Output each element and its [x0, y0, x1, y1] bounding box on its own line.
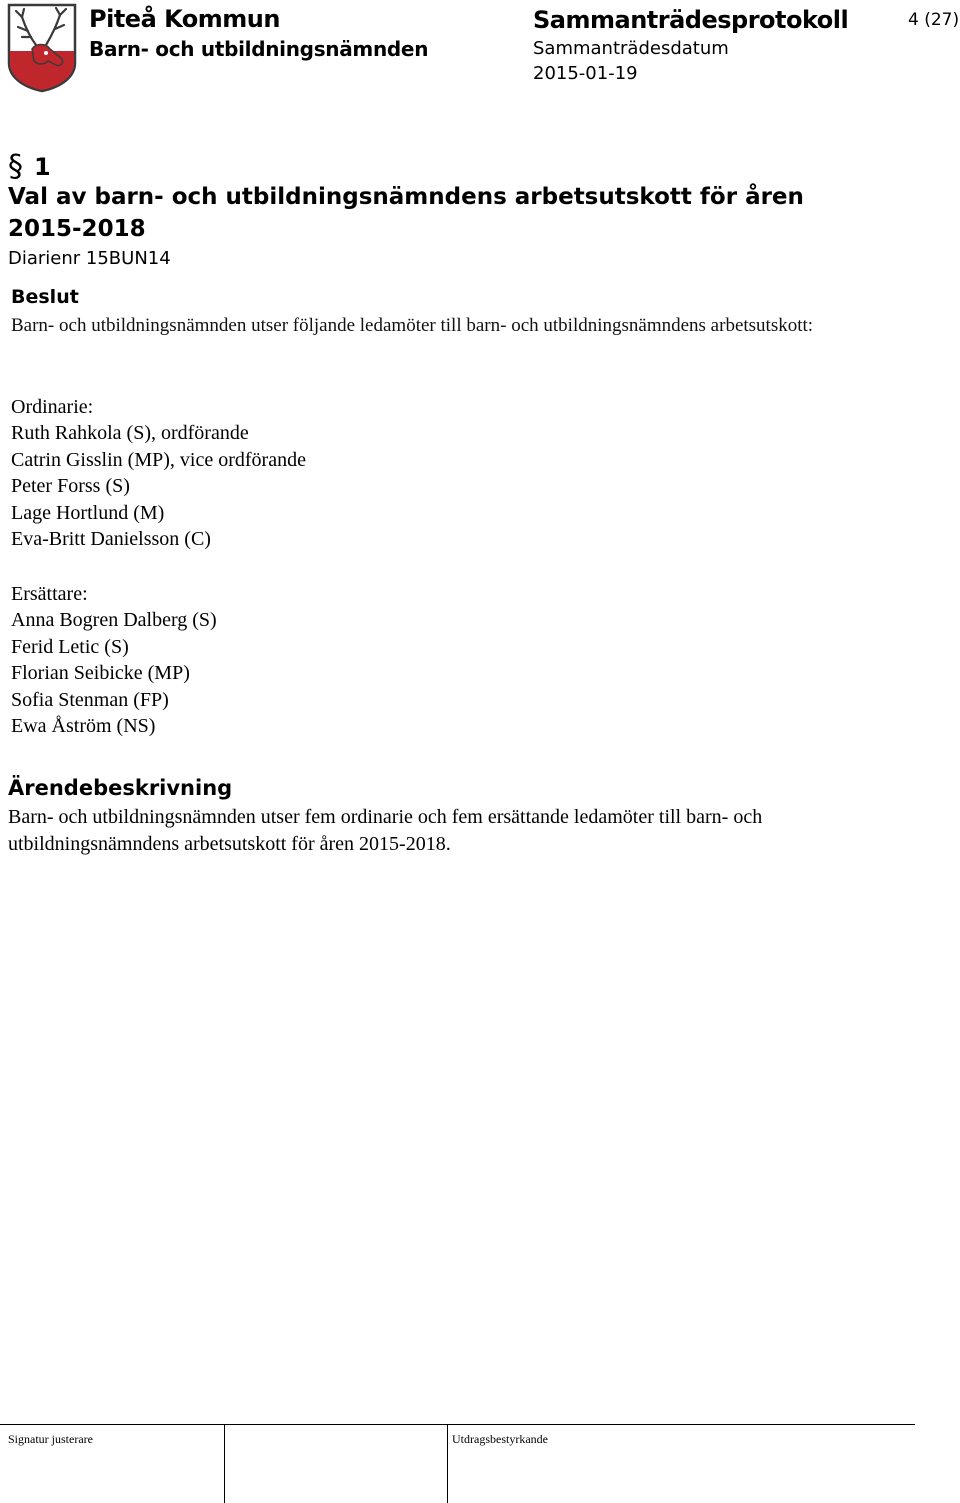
footer-divider — [447, 1424, 448, 1503]
ordinarie-label: Ordinarie: — [11, 396, 94, 418]
ersattare-label: Ersättare: — [11, 583, 88, 605]
list-item: Ferid Letic (S) — [11, 635, 129, 658]
list-item: Anna Bogren Dalberg (S) — [11, 609, 217, 631]
footer-divider — [224, 1424, 225, 1503]
list-item: Ruth Rahkola (S), ordförande — [11, 422, 249, 444]
list-item: Catrin Gisslin (MP), vice ordförande — [11, 448, 306, 471]
paragraph-number: 1 — [34, 153, 51, 181]
list-item: Sofia Stenman (FP) — [11, 688, 169, 711]
list-item: Peter Forss (S) — [11, 475, 130, 498]
utdragsbestyrkande-label: Utdragsbestyrkande — [452, 1432, 548, 1446]
page-number: 4 (27) — [908, 10, 960, 30]
diarienr: Diarienr 15BUN14 — [8, 248, 171, 269]
footer-top-rule — [0, 1424, 915, 1425]
ersattare-list — [11, 607, 217, 740]
signatur-justerare-label: Signatur justerare — [8, 1432, 93, 1446]
section-title: Val av barn- och utbildningsnämndens arbetsutskott för åren 2015-2018 — [8, 184, 804, 242]
municipality-name: Piteå Kommun — [89, 5, 280, 33]
arende-heading: Ärendebeskrivning — [8, 776, 233, 800]
arende-text: Barn- och utbildningsnämnden utser fem ordinarie och fem ersättande ledamöter till barn- och utbildningsnämndens arbetsutskott för åren 2015-2018. — [8, 806, 763, 855]
signature-footer — [0, 1424, 915, 1503]
ordinarie-list — [11, 420, 306, 553]
list-item: Florian Seibicke (MP) — [11, 662, 190, 685]
beslut-text: Barn- och utbildningsnämnden utser följande ledamöter till barn- och utbildningsnämndens arbetsutskott: — [11, 315, 814, 336]
paragraph-sign: § — [8, 149, 23, 184]
beslut-heading: Beslut — [11, 286, 79, 308]
date-label: Sammanträdesdatum — [533, 38, 729, 59]
municipality-logo — [6, 3, 78, 93]
list-item: Ewa Åström (NS) — [11, 715, 156, 738]
document-type: Sammanträdesprotokoll — [533, 6, 849, 34]
list-item: Eva-Britt Danielsson (C) — [11, 528, 211, 551]
date-value: 2015-01-19 — [533, 63, 638, 84]
list-item: Lage Hortlund (M) — [11, 501, 165, 524]
board-name: Barn- och utbildningsnämnden — [89, 37, 429, 61]
reindeer-crest-icon — [6, 3, 78, 93]
